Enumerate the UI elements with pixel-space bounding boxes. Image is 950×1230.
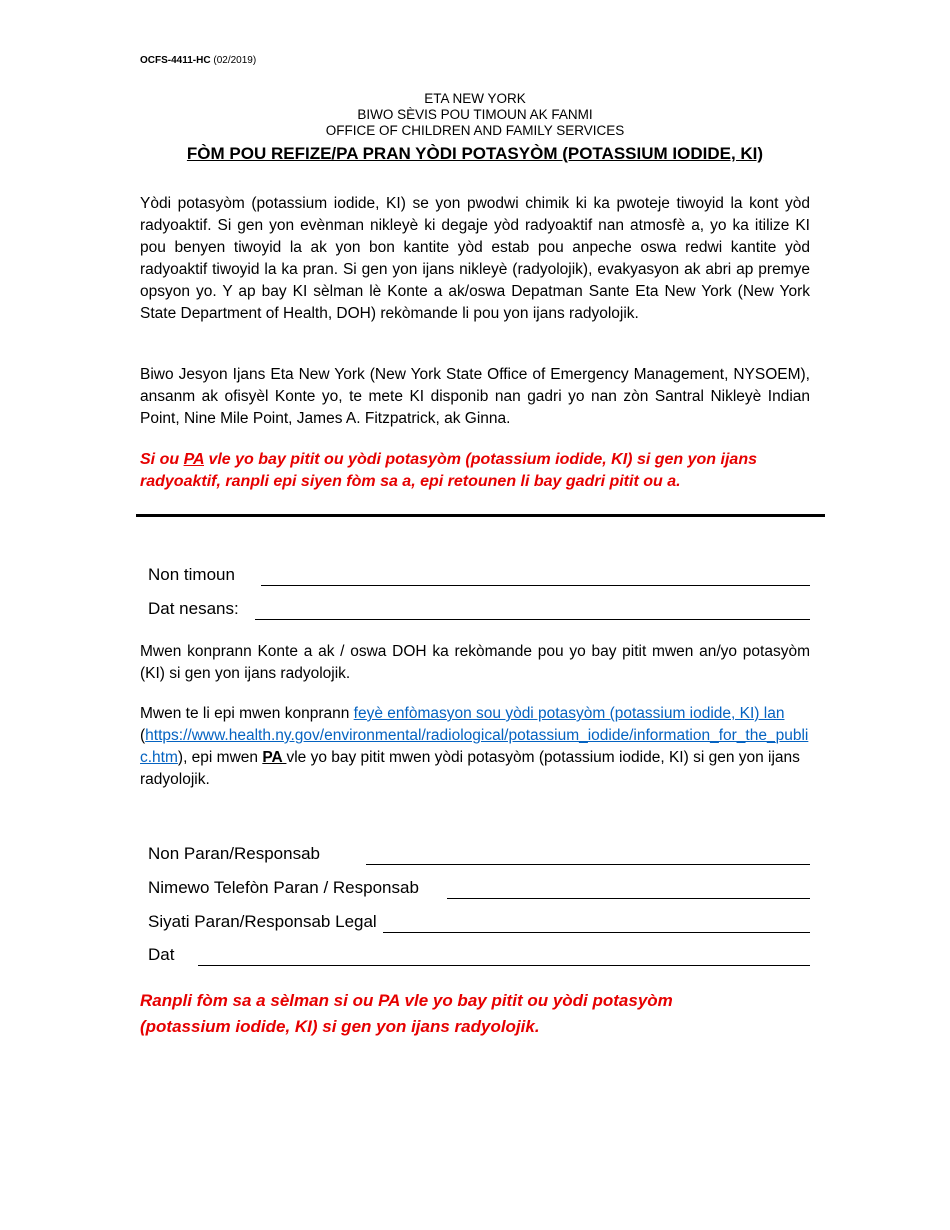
- parent-name-line[interactable]: [366, 863, 810, 865]
- statement-read-after: vle yo bay pitit mwen yòdi potasyòm (potassium iodide, KI) si gen yon ijans radyolojik.: [140, 749, 800, 788]
- child-name-line[interactable]: [261, 584, 810, 586]
- child-name-label: Non timoun: [148, 565, 235, 584]
- signature-date-field: [148, 942, 810, 968]
- red-notice-top-before: Si ou: [140, 451, 184, 468]
- info-sheet-link[interactable]: feyè enfòmasyon sou yòdi potasyòm (potassium iodide, KI) lan: [353, 705, 785, 722]
- statement-pa: PA: [262, 749, 287, 766]
- child-name-field: [148, 562, 810, 588]
- form-revision-date: (02/2019): [213, 55, 257, 66]
- parent-name-label: Non Paran/Responsab: [148, 844, 321, 863]
- info-sheet-url-link[interactable]: https://www.health.ny.gov/environmental/radiological/potassium_iodide/information_for_the_public.htm: [140, 727, 809, 766]
- form-title: FÒM POU REFIZE/PA PRAN YÒDI POTASYÒM (POTASSIUM IODIDE, KI): [186, 144, 764, 163]
- parent-signature-line[interactable]: [383, 931, 810, 933]
- red-notice-top-after: vle yo bay pitit ou yòdi potasyòm (potassium iodide, KI) si gen yon ijans radyoaktif, ranpli epi siyen fòm sa a, epi retounen li bay gadri pitit ou a.: [140, 451, 757, 490]
- statement-read-middle: ), epi mwen: [177, 749, 263, 766]
- statement-paren-open: (: [140, 727, 146, 744]
- header-office-english: OFFICE OF CHILDREN AND FAMILY SERVICES: [325, 123, 625, 138]
- red-notice-top: [140, 449, 810, 493]
- parent-phone-field: [148, 875, 810, 901]
- signature-date-label: Dat: [148, 945, 175, 964]
- section-divider: [136, 514, 825, 517]
- parent-phone-label: Nimewo Telefòn Paran / Responsab: [148, 878, 419, 897]
- signature-date-line[interactable]: [198, 964, 810, 966]
- intro-paragraph-2: Biwo Jesyon Ijans Eta New York (New York State Office of Emergency Management, NYSOEM), ansanm ak ofisyèl Konte yo, te mete KI disponib nan gadri yo nan zòn Santral Nikleyè Indian Point, Nine Mile Point, James A. Fitzpatrick, ak Ginna.: [140, 366, 810, 427]
- statement-read-info-sheet: [140, 703, 810, 791]
- red-notice-top-pa: PA: [183, 451, 205, 468]
- intro-paragraph-1: Yòdi potasyòm (potassium iodide, KI) se yon pwodwi chimik ki ka pwoteje tiwoyid la kont yòd radyoaktif. Si gen yon evènman nikleyè ki degaje yòd radyoaktif nan atmosfè a, yo ka itilize KI pou benyen tiwoyid la ak yon bon kantite yòd estab pou anpeche oswa redwi kantite yòd radyoaktif tiwoyid la ka pran. Si gen yon ijans nikleyè (radyolojik), evakyasyon ak abri ap premye opsyon yo. Y ap bay KI sèlman lè Konte a ak/oswa Depatman Sante Eta New York (New York State Department of Health, DOH) rekòmande li pou yon ijans radyolojik.: [140, 195, 810, 322]
- child-dob-label: Dat nesans:: [148, 599, 239, 618]
- agency-header: [0, 91, 950, 139]
- parent-signature-field: [148, 909, 810, 935]
- child-dob-field: [148, 596, 810, 622]
- parent-name-field: [148, 841, 810, 867]
- statement-understand-doh: Mwen konprann Konte a ak / oswa DOH ka rekòmande pou yo bay pitit mwen an/yo potasyòm (KI) si gen yon ijans radyolojik.: [140, 643, 810, 682]
- header-office-haitian: BIWO SÈVIS POU TIMOUN AK FANMI: [357, 107, 593, 122]
- form-code: OCFS-4411-HC: [140, 55, 211, 66]
- statement-read-before: Mwen te li epi mwen konprann: [140, 705, 354, 722]
- header-state: ETA NEW YORK: [424, 91, 526, 106]
- parent-signature-label: Siyati Paran/Responsab Legal: [148, 912, 377, 931]
- child-dob-line[interactable]: [255, 618, 810, 620]
- parent-phone-line[interactable]: [447, 897, 810, 899]
- form-identifier: [140, 55, 256, 66]
- red-notice-bottom: Ranpli fòm sa a sèlman si ou PA vle yo bay pitit ou yòdi potasyòm (potassium iodide, KI) si gen yon ijans radyolojik.: [140, 991, 673, 1036]
